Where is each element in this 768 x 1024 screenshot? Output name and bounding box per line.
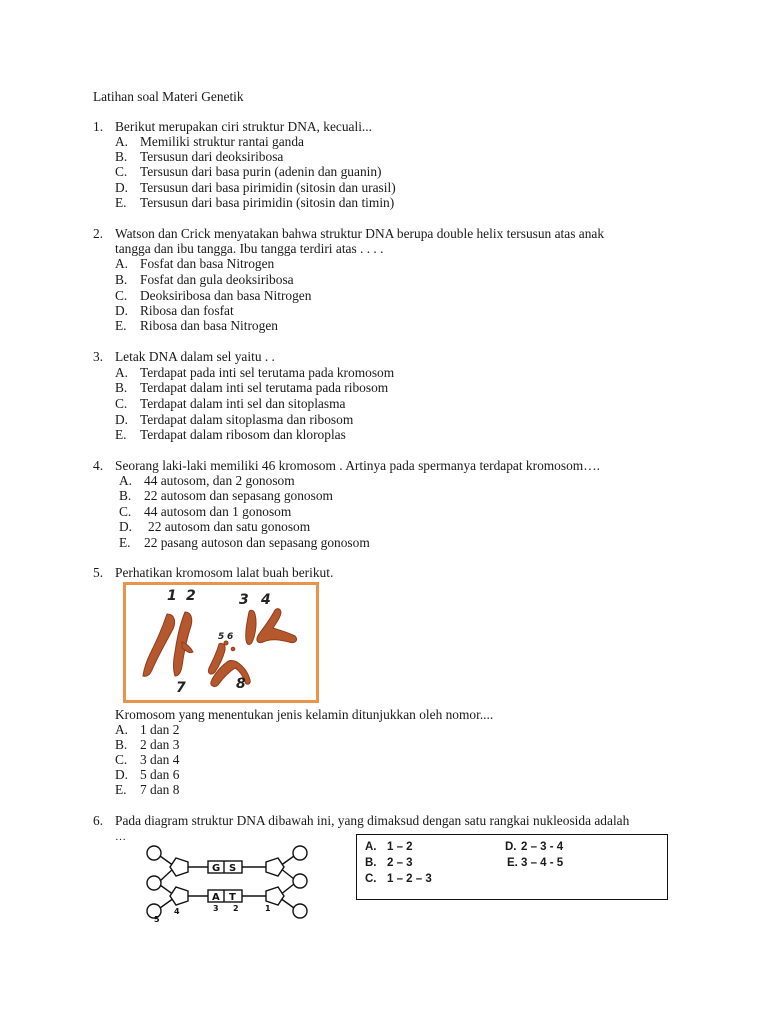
dna-diagram: [138, 838, 328, 930]
option-text: Fosfat dan gula deoksiribosa: [140, 272, 294, 287]
diagram-number: 2: [233, 904, 239, 913]
option-letter: B.: [119, 488, 132, 503]
option-text: Fosfat dan basa Nitrogen: [140, 256, 275, 271]
option-letter: C.: [365, 873, 377, 885]
option-letter: E.: [119, 535, 131, 550]
option-letter: D.: [115, 412, 129, 427]
base-label-g: G: [212, 863, 221, 874]
option-text: Terdapat dalam inti sel dan sitoplasma: [140, 396, 346, 411]
option-letter: A.: [119, 473, 133, 488]
option-letter: A.: [115, 365, 129, 380]
diagram-number: 4: [174, 907, 180, 916]
option-letter: A.: [115, 134, 129, 149]
option-text: 44 autosom dan 1 gonosom: [144, 504, 292, 519]
option-letter: C.: [115, 164, 128, 179]
figure-label: 2: [186, 588, 196, 604]
base-label-t: T: [229, 892, 236, 903]
question-text: Letak DNA dalam sel yaitu . .: [115, 349, 275, 364]
option-text: 1 – 2 – 3: [387, 873, 432, 885]
question-number: 3.: [93, 349, 104, 364]
phosphate-circle: [293, 904, 307, 918]
option-letter: E.: [115, 195, 127, 210]
option-text: 22 pasang autoson dan sepasang gonosom: [144, 535, 370, 550]
figure-label: 3: [239, 592, 249, 608]
option-text: 2 – 3 - 4: [521, 841, 564, 853]
option-text: 3 – 4 - 5: [521, 857, 564, 869]
phosphate-circle: [293, 846, 307, 860]
option-text: 2 – 3: [387, 857, 413, 869]
option-text: Tersusun dari basa pirimidin (sitosin dan urasil): [140, 180, 396, 195]
question-number: 6.: [93, 813, 104, 828]
question-text: Pada diagram struktur DNA dibawah ini, yang dimaksud dengan satu rangkai nukleosida adalah: [115, 813, 630, 828]
sugar-pentagon: [170, 858, 188, 876]
option-text: 1 – 2: [387, 841, 413, 853]
figure-border: [125, 584, 318, 702]
option-letter: B.: [115, 737, 128, 752]
option-text: Ribosa dan fosfat: [140, 303, 234, 318]
option-letter: E.: [115, 427, 127, 442]
figure-label: 5: [218, 632, 225, 642]
phosphate-circle: [147, 846, 161, 860]
option-text: Tersusun dari deoksiribosa: [140, 149, 284, 164]
phosphate-circle: [293, 874, 307, 888]
base-label-s: S: [229, 863, 237, 874]
figure-label: 6: [227, 632, 234, 642]
question-followup: Kromosom yang menentukan jenis kelamin ditunjukkan oleh nomor....: [115, 707, 494, 722]
option-text: Tersusun dari basa pirimidin (sitosin dan timin): [140, 195, 395, 210]
option-letter: C.: [115, 752, 128, 767]
option-letter: B.: [115, 149, 128, 164]
option-letter: C.: [119, 504, 132, 519]
question-number: 4.: [93, 458, 104, 473]
option-text: 1 dan 2: [140, 722, 180, 737]
option-text: 22 autosom dan sepasang gonosom: [144, 488, 333, 503]
option-letter: D.: [115, 767, 129, 782]
option-letter: E.: [115, 318, 127, 333]
question-number: 5.: [93, 565, 104, 580]
question-text: Perhatikan kromosom lalat buah berikut.: [115, 565, 334, 580]
option-letter: E.: [507, 857, 518, 869]
option-letter: A.: [365, 841, 377, 853]
chromosome-dot: [231, 647, 235, 651]
option-text: Terdapat dalam inti sel terutama pada ribosom: [140, 380, 389, 395]
question-text: Berikut merupakan ciri struktur DNA, kecuali...: [115, 119, 372, 134]
phosphate-circle: [147, 876, 161, 890]
option-text: 2 dan 3: [140, 737, 180, 752]
option-letter: B.: [115, 380, 128, 395]
figure-label: 8: [236, 676, 246, 692]
sugar-pentagon: [266, 887, 284, 905]
question-text: Watson dan Crick menyatakan bahwa struktur DNA berupa double helix tersusun atas anak: [115, 226, 605, 241]
diagram-number: 3: [213, 904, 219, 913]
option-text: Tersusun dari basa purin (adenin dan guanin): [140, 164, 382, 179]
sugar-pentagon: [266, 858, 284, 876]
option-letter: B.: [115, 272, 128, 287]
question-number: 1.: [93, 119, 104, 134]
option-text: Terdapat pada inti sel terutama pada kromosom: [140, 365, 395, 380]
page-title: Latihan soal Materi Genetik: [93, 89, 244, 104]
figure-label: 4: [261, 592, 271, 608]
sugar-pentagon: [170, 887, 188, 905]
chromosome-figure: [123, 582, 319, 703]
option-letter: B.: [365, 857, 377, 869]
question-number: 2.: [93, 226, 104, 241]
option-letter: D.: [115, 303, 129, 318]
base-label-a: A: [212, 892, 220, 903]
answer-options-box: [356, 834, 668, 900]
diagram-number: 1: [265, 904, 271, 913]
option-text: 5 dan 6: [140, 767, 180, 782]
option-letter: E.: [115, 782, 127, 797]
option-letter: D.: [115, 180, 129, 195]
option-letter: D.: [119, 519, 133, 534]
option-text: 44 autosom, dan 2 gonosom: [144, 473, 295, 488]
option-letter: C.: [115, 288, 128, 303]
option-text: Ribosa dan basa Nitrogen: [140, 318, 278, 333]
figure-label: 7: [176, 680, 186, 696]
question-text: Seorang laki-laki memiliki 46 kromosom . Artinya pada spermanya terdapat kromosom….: [115, 458, 600, 473]
option-text: Terdapat dalam sitoplasma dan ribosom: [140, 412, 354, 427]
question-ellipsis: …: [115, 831, 126, 843]
option-text: 7 dan 8: [140, 782, 180, 797]
figure-label: 1: [167, 588, 177, 604]
option-letter: D.: [505, 841, 517, 853]
question-text: tangga dan ibu tangga. Ibu tangga terdiri atas . . . .: [115, 241, 384, 256]
diagram-number: 5: [154, 915, 160, 924]
option-text: 22 autosom dan satu gonosom: [148, 519, 311, 534]
option-text: Memiliki struktur rantai ganda: [140, 134, 304, 149]
option-letter: A.: [115, 256, 129, 271]
option-text: Terdapat dalam ribosom dan kloroplas: [140, 427, 346, 442]
option-letter: A.: [115, 722, 129, 737]
option-text: 3 dan 4: [140, 752, 180, 767]
option-letter: C.: [115, 396, 128, 411]
option-text: Deoksiribosa dan basa Nitrogen: [140, 288, 312, 303]
